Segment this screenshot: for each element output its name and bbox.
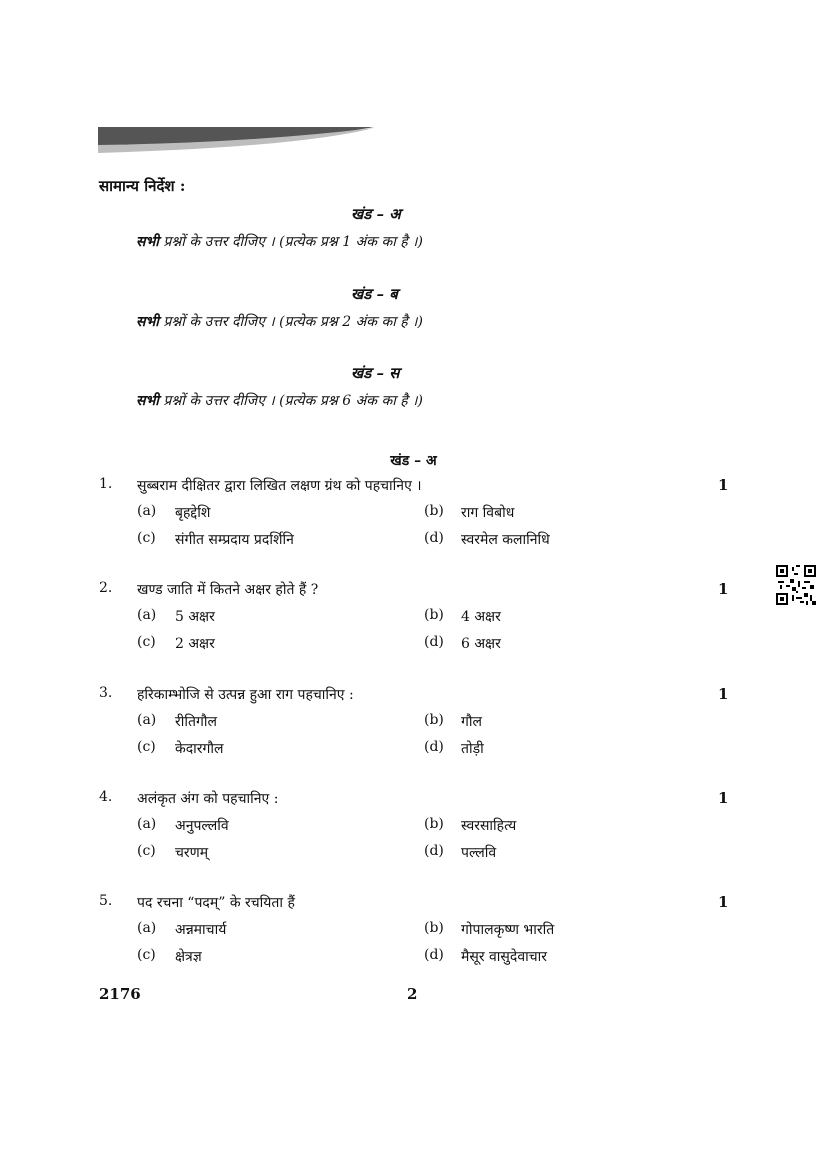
general-instructions-heading: सामान्य निर्देश : <box>99 177 186 195</box>
question-number: 4. <box>99 789 113 805</box>
option-label: (d) <box>424 843 444 859</box>
header-banner <box>98 127 378 153</box>
option-label: (a) <box>137 712 157 728</box>
option-text: 6 अक्षर <box>461 636 501 652</box>
option-label: (c) <box>137 947 156 963</box>
instruction-text: प्रश्नों के उत्तर दीजिए । (प्रत्येक प्रश्न 6 अंक का है ।) <box>158 393 423 409</box>
question-marks: 1 <box>718 893 729 911</box>
option-text: बृहद्देशि <box>175 505 211 521</box>
option-label: (d) <box>424 739 444 755</box>
instruction-bold-lead: सभी <box>136 234 159 250</box>
instruction-bold-lead: सभी <box>136 314 159 330</box>
option-text: रीतिगौल <box>175 714 217 730</box>
instruction-text: प्रश्नों के उत्तर दीजिए । (प्रत्येक प्रश्न 1 अंक का है ।) <box>158 234 423 250</box>
section-b-instruction <box>136 312 423 331</box>
question-text: हरिकाम्भोजि से उत्पन्न हुआ राग पहचानिए : <box>137 687 354 703</box>
option-text: 5 अक्षर <box>175 609 215 625</box>
instruction-bold-lead: सभी <box>136 393 159 409</box>
paper-code: 2176 <box>99 985 141 1003</box>
option-label: (d) <box>424 947 444 963</box>
section-c-heading: खंड – स <box>351 364 400 382</box>
option-label: (a) <box>137 816 157 832</box>
option-text: अन्नमाचार्य <box>175 922 227 938</box>
section-a-heading: खंड – अ <box>351 205 401 223</box>
option-text: स्वरमेल कलानिधि <box>461 532 550 548</box>
section-a-instruction <box>136 232 423 251</box>
question-4 <box>0 789 827 879</box>
option-text: केदारगौल <box>175 741 224 757</box>
option-label: (b) <box>424 503 444 519</box>
section-c-instruction <box>136 391 423 410</box>
option-text: क्षेत्रज्ञ <box>175 949 202 965</box>
option-text: 4 अक्षर <box>461 609 501 625</box>
section-b-heading: खंड – ब <box>351 285 398 303</box>
option-label: (b) <box>424 920 444 936</box>
question-marks: 1 <box>718 476 729 494</box>
option-text: अनुपल्लवि <box>175 818 229 834</box>
question-marks: 1 <box>718 685 729 703</box>
option-label: (a) <box>137 920 157 936</box>
option-text: पल्लवि <box>461 845 497 861</box>
question-3 <box>0 685 827 775</box>
question-marks: 1 <box>718 580 729 598</box>
option-label: (a) <box>137 503 157 519</box>
question-2 <box>0 580 827 670</box>
question-text: पद रचना “पदम्” के रचयिता हैं <box>137 895 295 911</box>
question-number: 3. <box>99 685 113 701</box>
option-text: गौल <box>461 714 482 730</box>
option-label: (c) <box>137 634 156 650</box>
option-label: (d) <box>424 530 444 546</box>
question-5 <box>0 893 827 983</box>
page-number: 2 <box>407 985 418 1003</box>
option-text: चरणम् <box>175 845 209 861</box>
section-a-title: खंड – अ <box>390 453 437 469</box>
option-label: (c) <box>137 739 156 755</box>
option-label: (a) <box>137 607 157 623</box>
option-label: (d) <box>424 634 444 650</box>
question-marks: 1 <box>718 789 729 807</box>
option-label: (b) <box>424 816 444 832</box>
question-number: 1. <box>99 476 113 492</box>
option-text: 2 अक्षर <box>175 636 215 652</box>
option-label: (c) <box>137 843 156 859</box>
option-text: स्वरसाहित्य <box>461 818 517 834</box>
question-1 <box>0 476 827 566</box>
option-text: राग विबोध <box>461 505 515 521</box>
option-label: (b) <box>424 607 444 623</box>
option-text: तोड़ी <box>461 741 484 757</box>
option-label: (b) <box>424 712 444 728</box>
option-label: (c) <box>137 530 156 546</box>
question-text: सुब्बराम दीक्षितर द्वारा लिखित लक्षण ग्रंथ को पहचानिए । <box>137 478 422 494</box>
question-number: 2. <box>99 580 113 596</box>
question-text: खण्ड जाति में कितने अक्षर होते हैं ? <box>137 582 319 598</box>
instruction-text: प्रश्नों के उत्तर दीजिए । (प्रत्येक प्रश्न 2 अंक का है ।) <box>158 314 423 330</box>
option-text: मैसूर वासुदेवाचार <box>461 949 547 965</box>
question-number: 5. <box>99 893 113 909</box>
option-text: गोपालकृष्ण भारति <box>461 922 555 938</box>
question-text: अलंकृत अंग को पहचानिए : <box>137 791 279 807</box>
qr-code-icon <box>776 565 816 605</box>
option-text: संगीत सम्प्रदाय प्रदर्शिनि <box>175 532 294 548</box>
